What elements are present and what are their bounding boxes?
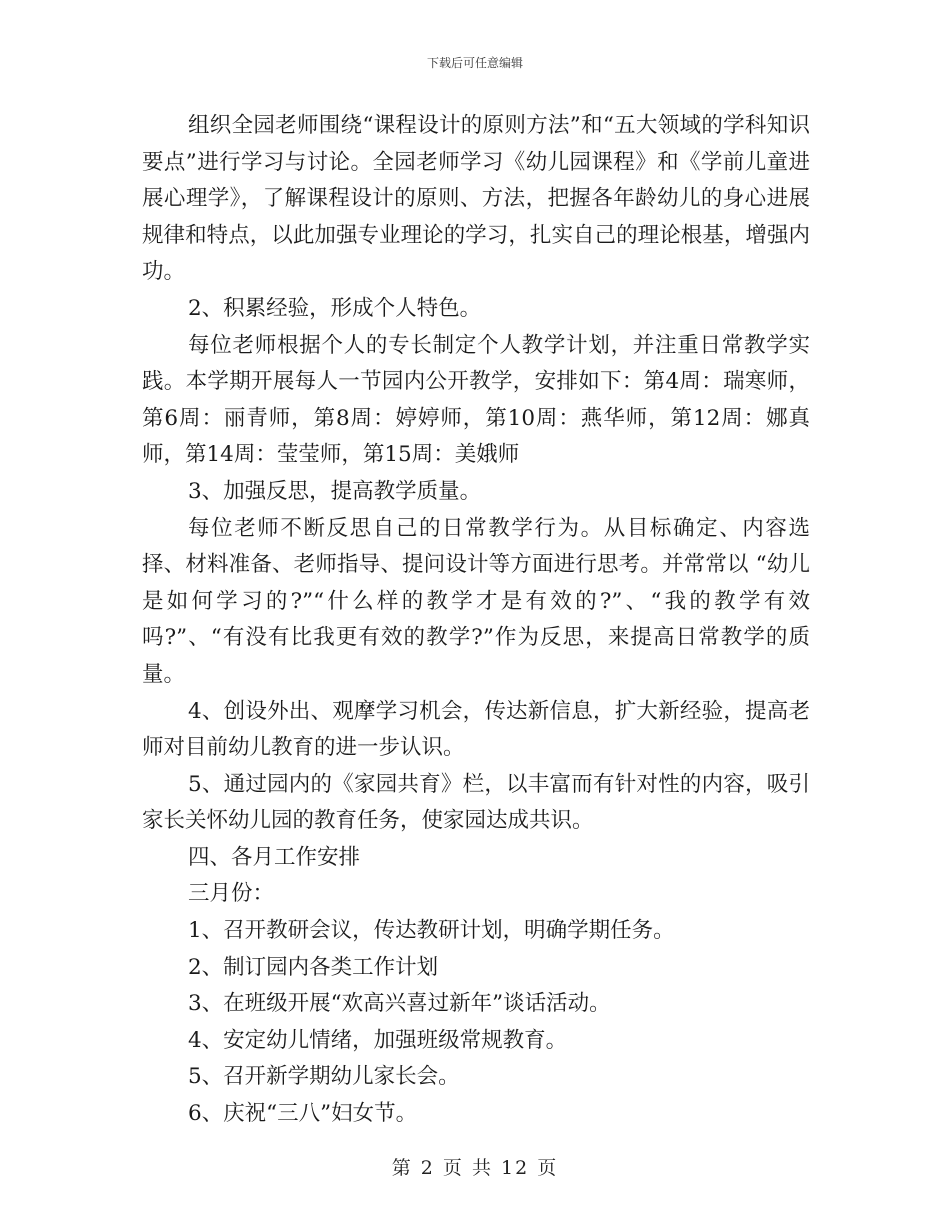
list-item: 3、在班级开展“欢高兴喜过新年”谈话活动。	[188, 991, 611, 1017]
list-item: 4、安定幼儿情绪，加强班级常规教育。	[188, 1027, 568, 1053]
list-item: 2、制订园内各类工作计划	[188, 954, 439, 980]
month-heading: 三月份：	[188, 881, 275, 907]
page-footer: 第 2 页 共 12 页	[391, 1157, 559, 1179]
list-item: 6、庆祝“三八”妇女节。	[188, 1101, 418, 1127]
paragraph: 组织全园老师围绕“课程设计的原则方法”和“五大领域的学科知识要点”进行学习与讨论。全园老师学习《幼儿园课程》和《学前儿童进展心理学》，了解课程设计的原则、方法，把握各年龄幼儿的身心进展规律和特点，以此加强专业理论的学习，扎实自己的理论根基，增强内功。	[142, 113, 810, 285]
list-item: 5、召开新学期幼儿家长会。	[188, 1064, 460, 1090]
document-body	[142, 108, 810, 1133]
paragraph: 4、创设外出、观摩学习机会，传达新信息，扩大新经验，提高老师对目前幼儿教育的进一步认识。	[142, 698, 810, 761]
section-heading: 3、加强反思，提高教学质量。	[188, 478, 482, 504]
paragraph: 每位老师不断反思自己的日常教学行为。从目标确定、内容选择、材料准备、老师指导、提问设计等方面进行思考。并常常以 “幼儿是如何学习的?”“什么样的教学才是有效的?”、“我的教学有效吗?”、“有没有比我更有效的教学?”作为反思，来提高日常教学的质量。	[142, 515, 810, 687]
section-heading: 2、积累经验，形成个人特色。	[188, 295, 482, 321]
page-header: 下载后可任意编辑	[426, 56, 523, 70]
section-heading: 四、各月工作安排	[188, 844, 361, 870]
paragraph: 5、通过园内的《家园共育》栏，以丰富而有针对性的内容，吸引家长关怀幼儿园的教育任务，使家园达成共识。	[142, 771, 810, 834]
list-item: 1、召开教研会议，传达教研计划，明确学期任务。	[188, 918, 675, 944]
paragraph: 每位老师根据个人的专长制定个人教学计划，并注重日常教学实践。本学期开展每人一节园内公开教学，安排如下：第4周：瑞寒师，第6周：丽青师，第8周：婷婷师，第10周：燕华师，第12周：娜真师，第14周：莹莹师，第15周：美娥师	[142, 332, 810, 468]
